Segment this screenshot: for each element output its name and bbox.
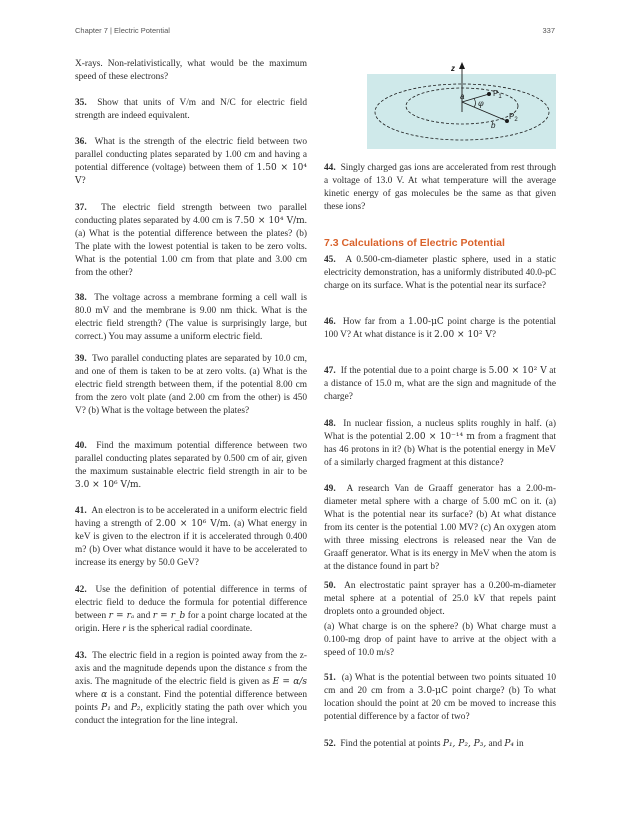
label-p1-sub: 1 [498, 94, 502, 100]
question-47: 47. If the potential due to a point charge is 5.00 × 10² V at a distance of 15.0 m, what are the sign and magnitude of the charge? [324, 366, 557, 402]
section-heading: 7.3 Calculations of Electric Potential [324, 237, 505, 249]
question-36: 36. What is the strength of the electric field between two parallel conducting plates separated by 1.00 cm and having a potential difference (voltage) between them of 1.50 × 10⁴ V? [75, 137, 307, 186]
question-50-parts: (a) What charge is on the sphere? (b) What charge must a 0.100-mg drop of paint have to arrive at the object with a speed of 10.0 m/s? [324, 622, 556, 658]
question-48: 48. In nuclear fission, a nucleus splits roughly in half. (a) What is the potential 2.00 × 10⁻¹⁴ m from a fragment that has 46 protons in it? (b) What is the potential energy in MeV of a similarly charged fragment at this distance? [324, 419, 557, 468]
chapter-header: Chapter 7 | Electric Potential [75, 26, 170, 35]
point-p1 [487, 92, 491, 96]
figure-plane [367, 74, 556, 149]
question-49: 49. A research Van de Graaff generator has a 2.00-m-diameter metal sphere with a charge of 5.00 mC on it. (a) What is the potential near its surface? (b) At what distance from its center is the potential 1.00 MV? (c) An oxygen atom with three missing electrons is released near the Van de Graaff generator. What is its energy in MeV when the atom is at the distance found in part b? [324, 484, 557, 572]
question-43: 43. The electric field in a region is pointed away from the z-axis and the magnitude depends upon the distance s from the axis. The magnitude of the electric field is given as E = α/s where α is a constant. Find the potential difference between points P₁ and P₂, explicitly stating the path over which you conduct the integration for the line integral. [75, 651, 308, 726]
question-44: 44. Singly charged gas ions are accelerated from rest through a voltage of 13.0 V. At what temperature will the average kinetic energy of gas molecules be the same as that given these ions? [324, 163, 557, 212]
label-b: b [491, 121, 496, 130]
z-axis-arrow-icon [459, 62, 465, 69]
question-39: 39. Two parallel conducting plates are separated by 10.0 cm, and one of them is taken to be at zero volts. (a) What is the electric field strength between them, if the potential 8.00 cm from the zero volt plate (and 2.00 cm from the other) is 450 V? (b) What is the voltage between the plates? [75, 354, 307, 416]
question-50: 50. An electrostatic paint sprayer has a 0.200-m-diameter metal sphere at a potential of 25.0 kV that repels paint droplets onto a grounded object. [324, 581, 557, 617]
question-41: 41. An electron is to be accelerated in a uniform electric field having a strength of 2.00 × 10⁶ V/m. (a) What energy in keV is given to the electron if it is accelerated through 0.400 m? (b) Over what distance would it have to be accelerated to increase its energy by 50.0 GeV? [75, 506, 308, 568]
label-phi: φ [478, 99, 484, 108]
question-38: 38. The voltage across a membrane forming a cell wall is 80.0 mV and the membrane is 9.00 nm thick. What is the electric field strength? (The value is surprisingly large, but correct.) You may assume a uniform electric field. [75, 293, 307, 342]
question-40: 40. Find the maximum potential difference between two parallel conducting plates separated by 0.500 cm of air, given the maximum sustainable electric field strength in air to be 3.0 × 10⁶ V/m. [75, 441, 308, 490]
question-45: 45. A 0.500-cm-diameter plastic sphere, used in a static electricity demonstration, has a uniformly distributed 40.0-pC charge on its surface. What is the potential near its surface? [324, 255, 556, 291]
label-p2-letter: P [509, 112, 515, 121]
question-51: 51. (a) What is the potential between two points situated 10 cm and 20 cm from a 3.0-μC point charge? (b) To what location should the point at 20 cm be moved to increase this potential difference by a factor of two? [324, 673, 556, 722]
question-42: 42. Use the definition of potential difference in terms of electric field to deduce the formula for potential difference between r = rₐ and r = r_b for a point charge located at the origin. Here r is the spherical radial coordinate. [75, 585, 307, 634]
label-z: z [451, 64, 455, 73]
question-52: 52. Find the potential at points P₁, P₂, P₃, and P₄ in [324, 739, 524, 749]
label-a: a [460, 92, 465, 101]
label-p2-sub: 2 [514, 117, 518, 123]
potential-path-figure [367, 64, 556, 149]
question-continuation: X-rays. Non-relativistically, what would be the maximum speed of these electrons? [75, 59, 307, 82]
page-number: 337 [542, 26, 555, 35]
question-35: 35. Show that units of V/m and N/C for electric field strength are indeed equivalent. [75, 98, 308, 121]
question-46: 46. How far from a 1.00-μC point charge is the potential 100 V? At what distance is it 2.00 × 10² V? [324, 317, 556, 340]
label-p1-letter: P [493, 89, 499, 98]
question-37: 37. The electric field strength between two parallel conducting plates separated by 4.00 cm is 7.50 × 10⁴ V/m. (a) What is the potential difference between the plates? (b) The plate with the lowest potential is taken to be zero volts. What is the potential 1.00 cm from that plate and 3.00 cm from the other? [75, 203, 307, 278]
